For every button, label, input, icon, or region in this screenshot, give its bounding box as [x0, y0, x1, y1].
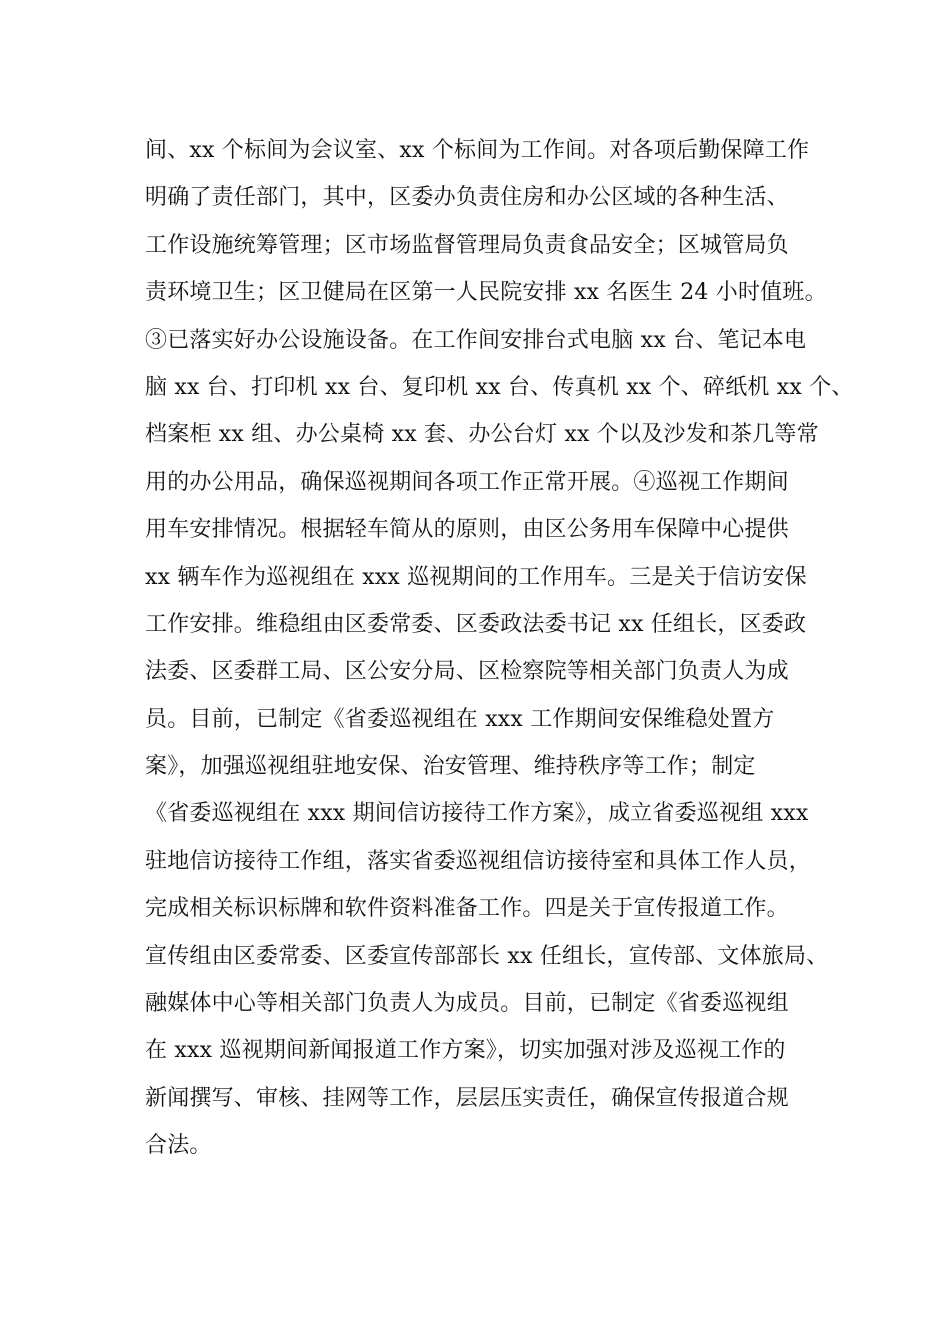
- text-line: 用的办公用品，确保巡视期间各项工作正常开展。④巡视工作期间: [145, 469, 789, 495]
- text-line: 驻地信访接待工作组，落实省委巡视组信访接待室和具体工作人员，: [145, 848, 812, 874]
- text-line: 用车安排情况。根据轻车简从的原则，由区公务用车保障中心提供: [145, 517, 789, 543]
- text-line: 新闻撰写、审核、挂网等工作，层层压实责任，确保宣传报道合规: [145, 1085, 789, 1111]
- text-line: 脑 xx 台、打印机 xx 台、复印机 xx 台、传真机 xx 个、碎纸机 xx 个、: [145, 374, 854, 400]
- text-line: 在 xxx 巡视期间新闻报道工作方案》，切实加强对涉及巡视工作的: [145, 1038, 786, 1064]
- text-line: 员。目前，已制定《省委巡视组在 xxx 工作期间安保维稳处置方: [145, 706, 775, 732]
- text-line: ③已落实好办公设施设备。在工作间安排台式电脑 xx 台、笔记本电: [145, 327, 807, 353]
- text-line: 合法。: [145, 1133, 212, 1159]
- text-line: 间、xx 个标间为会议室、xx 个标间为工作间。对各项后勤保障工作: [145, 138, 810, 163]
- text-line: 工作设施统筹管理；区市场监督管理局负责食品安全；区城管局负: [145, 232, 789, 258]
- text-line: 工作安排。维稳组由区委常委、区委政法委书记 xx 任组长，区委政: [145, 611, 807, 637]
- text-line: 档案柜 xx 组、办公桌椅 xx 套、办公台灯 xx 个以及沙发和茶几等常: [145, 422, 819, 448]
- text-line: 责环境卫生；区卫健局在区第一人民院安排 xx 名医生 24 小时值班。: [145, 280, 827, 306]
- text-line: xx 辆车作为巡视组在 xxx 巡视期间的工作用车。三是关于信访安保: [145, 564, 807, 590]
- body-text: [145, 133, 854, 1176]
- text-line: 案》，加强巡视组驻地安保、治安管理、维持秩序等工作；制定: [145, 754, 756, 780]
- text-line: 法委、区委群工局、区公安分局、区检察院等相关部门负责人为成: [145, 659, 789, 685]
- text-line: 融媒体中心等相关部门负责人为成员。目前，已制定《省委巡视组: [145, 991, 789, 1017]
- text-line: 明确了责任部门，其中，区委办负责住房和办公区域的各种生活、: [145, 185, 789, 211]
- text-line: 宣传组由区委常委、区委宣传部部长 xx 任组长，宣传部、文体旅局、: [145, 943, 829, 969]
- text-line: 完成相关标识标牌和软件资料准备工作。四是关于宣传报道工作。: [145, 896, 789, 922]
- text-line: 《省委巡视组在 xxx 期间信访接待工作方案》，成立省委巡视组 xxx: [145, 801, 809, 827]
